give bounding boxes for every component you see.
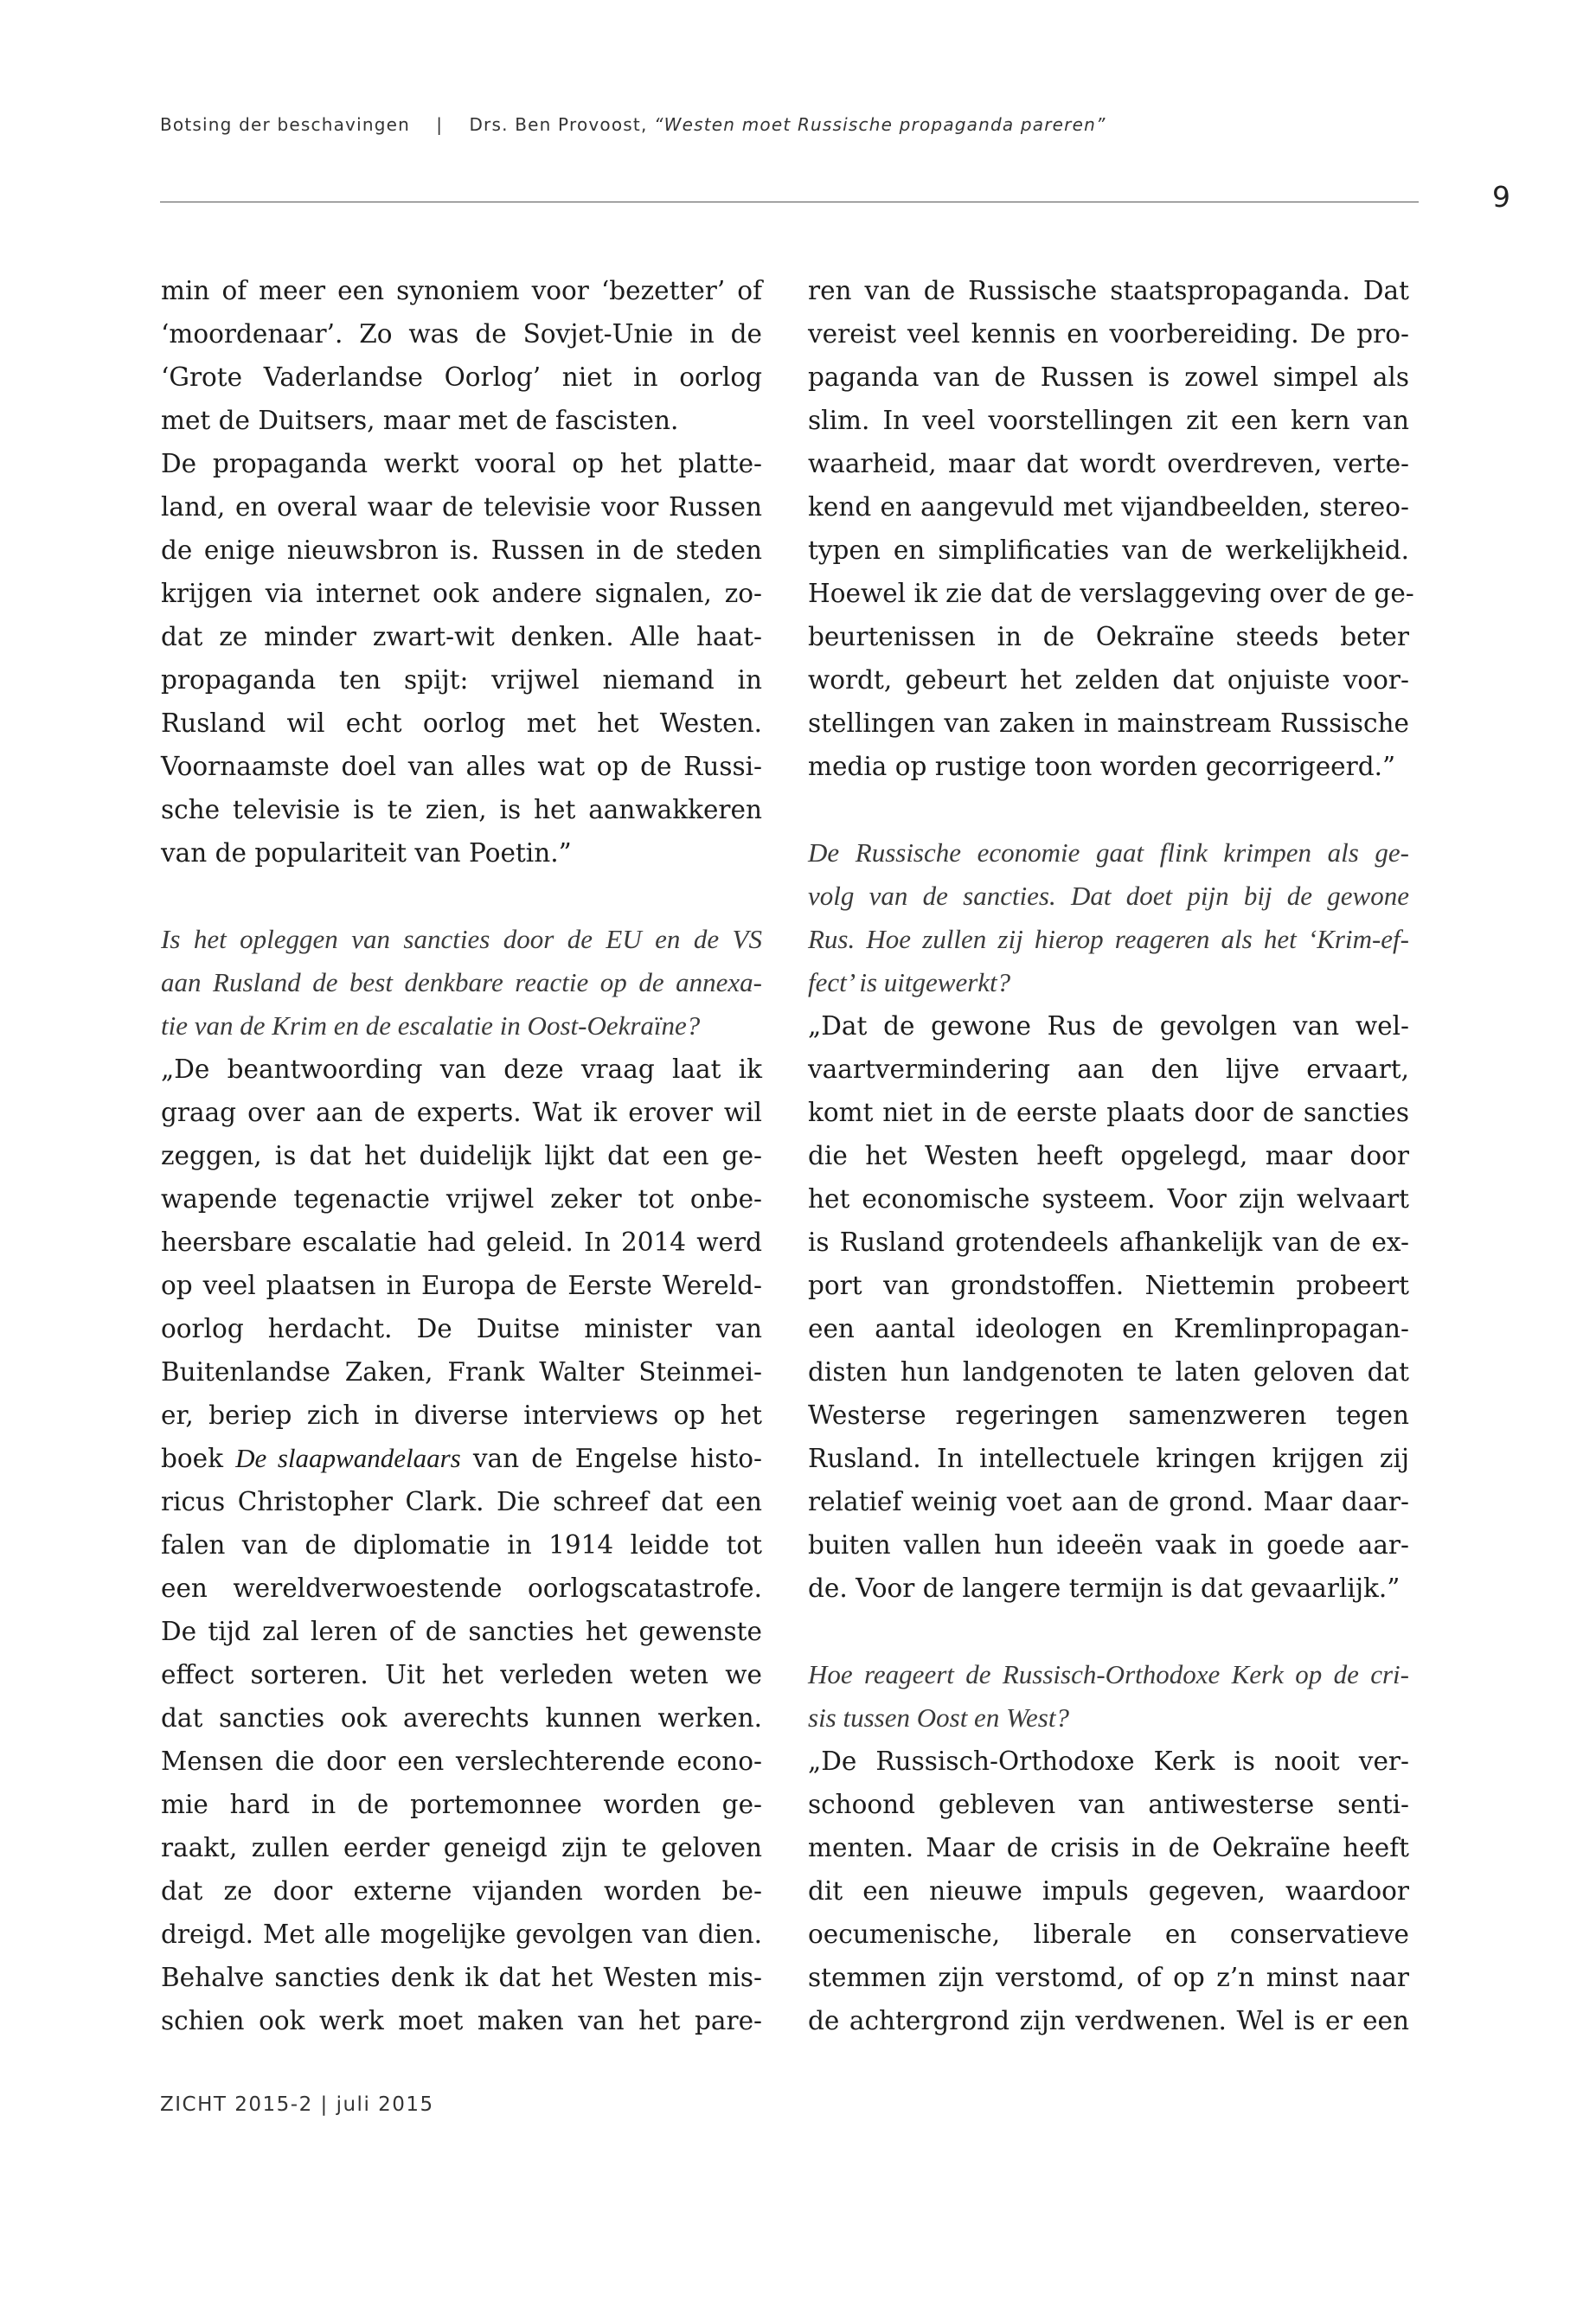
header-separator: |	[436, 114, 444, 135]
footer-journal: ZICHT 2015-2 | juli 2015	[160, 2093, 434, 2116]
body-text-line: van de populariteit van Poetin.”	[161, 838, 572, 868]
body-text-line: oorlog herdacht. De Duitse minister van	[161, 1314, 762, 1343]
body-text-line: Mensen die door een verslechterende econo-	[161, 1747, 762, 1776]
body-text-line: vaartvermindering aan den lijve ervaart,	[808, 1054, 1409, 1084]
body-text-line: krijgen via internet ook andere signalen, zo-	[161, 579, 762, 608]
body-text-line: Buitenlandse Zaken, Frank Walter Steinmei-	[161, 1357, 762, 1387]
body-text-line: is Rusland grotendeels afhankelijk van de ex-	[808, 1227, 1409, 1257]
body-text-line: de enige nieuwsbron is. Russen in de steden	[161, 535, 762, 565]
body-text-line: port van grondstoffen. Niettemin probeert	[808, 1271, 1409, 1300]
body-text-line: stemmen zijn verstomd, of op z’n minst naar	[808, 1963, 1409, 1992]
body-text-line: schien ook werk moet maken van het pare-	[161, 2006, 762, 2035]
body-text-line: falen van de diplomatie in 1914 leidde tot	[161, 1530, 762, 1560]
body-text-line: buiten vallen hun ideeën vaak in goede aar-	[808, 1530, 1409, 1560]
body-text-line: een wereldverwoestende oorlogscatastrofe.	[161, 1574, 762, 1603]
body-text-line: land, en overal waar de televisie voor Russen	[161, 492, 762, 522]
body-text-line: Hoewel ik zie dat de verslaggeving over de ge-	[808, 579, 1414, 608]
header-author: Drs. Ben Provoost,	[469, 114, 648, 135]
body-text-line: vereist veel kennis en voorbereiding. De pro-	[808, 319, 1409, 349]
body-text-line: disten hun landgenoten te laten geloven dat	[808, 1357, 1409, 1387]
interview-question-line: Hoe reageert de Russisch-Orthodoxe Kerk op de cri-	[808, 1659, 1409, 1689]
body-text-line: dat ze minder zwart-wit denken. Alle haat-	[161, 622, 762, 651]
body-text-line: media op rustige toon worden gecorrigeerd.”	[808, 752, 1396, 781]
body-text-line: Rusland. In intellectuele kringen krijgen zij	[808, 1444, 1409, 1473]
body-text-line: ‘moordenaar’. Zo was de Sovjet-Unie in de	[161, 319, 762, 349]
body-text-line: De propaganda werkt vooral op het platte-	[161, 449, 762, 478]
body-text-line: komt niet in de eerste plaats door de sancties	[808, 1098, 1409, 1127]
body-text-line: effect sorteren. Uit het verleden weten we	[161, 1660, 762, 1689]
interview-question-line: aan Rusland de best denkbare reactie op de annexa-	[161, 967, 762, 997]
body-text-line: „De Russisch-Orthodoxe Kerk is nooit ver-	[808, 1747, 1409, 1776]
body-text-line: min of meer een synoniem voor ‘bezetter’ of	[161, 276, 762, 305]
body-text-line: heersbare escalatie had geleid. In 2014 werd	[161, 1227, 762, 1257]
interview-question-line: Is het opleggen van sancties door de EU en de VS	[161, 924, 762, 954]
body-text-line: Westerse regeringen samenzweren tegen	[808, 1400, 1409, 1430]
paragraph-gap	[808, 788, 1409, 831]
body-text-line: oecumenische, liberale en conservatieve	[808, 1920, 1409, 1949]
body-text-line: ‘Grote Vaderlandse Oorlog’ niet in oorlog	[161, 362, 762, 392]
running-header	[160, 114, 1106, 135]
body-text-line: die het Westen heeft opgelegd, maar door	[808, 1141, 1409, 1170]
page-number: 9	[1492, 180, 1510, 214]
body-text-line: mie hard in de portemonnee worden ge-	[161, 1790, 762, 1819]
right-column	[808, 269, 1414, 2042]
body-text-line: dat ze door externe vijanden worden be-	[161, 1876, 762, 1906]
body-text-line: boek De slaapwandelaars van de Engelse histo-	[161, 1443, 763, 1473]
body-text-line: beurtenissen in de Oekraïne steeds beter	[808, 622, 1409, 651]
body-text-line: de achtergrond zijn verdwenen. Wel is er een	[808, 2006, 1409, 2035]
left-column	[161, 269, 762, 2042]
body-text-line: ricus Christopher Clark. Die schreef dat een	[161, 1487, 762, 1516]
body-text-line: het economische systeem. Voor zijn welvaart	[808, 1184, 1409, 1214]
interview-question-line: sis tussen Oost en West?	[808, 1702, 1069, 1733]
body-text-line: kend en aangevuld met vijandbeelden, stereo-	[808, 492, 1409, 522]
body-text-line: relatief weinig voet aan de grond. Maar daar-	[808, 1487, 1409, 1516]
body-text-line: ren van de Russische staatspropaganda. Dat	[808, 276, 1409, 305]
body-text-line: wapende tegenactie vrijwel zeker tot onbe-	[161, 1184, 762, 1214]
body-text-line: menten. Maar de crisis in de Oekraïne heeft	[808, 1833, 1409, 1862]
body-text-line: raakt, zullen eerder geneigd zijn te geloven	[161, 1833, 762, 1862]
body-text-line: op veel plaatsen in Europa de Eerste Wereld-	[161, 1271, 762, 1300]
body-text-line: dreigd. Met alle mogelijke gevolgen van dien.	[161, 1920, 762, 1949]
body-text-line: propaganda ten spijt: vrijwel niemand in	[161, 665, 762, 695]
paragraph-gap	[808, 1610, 1409, 1653]
body-text-line: wordt, gebeurt het zelden dat onjuiste voor-	[808, 665, 1409, 695]
interview-question-line: volg van de sancties. Dat doet pijn bij de gewone	[808, 881, 1409, 911]
interview-question-line: Rus. Hoe zullen zij hierop reageren als het ‘Krim-ef-	[808, 924, 1409, 954]
body-text-line: Rusland wil echt oorlog met het Westen.	[161, 708, 762, 738]
body-text-line: paganda van de Russen is zowel simpel als	[808, 362, 1409, 392]
paragraph-gap	[161, 875, 762, 918]
body-text-line: „Dat de gewone Rus de gevolgen van wel-	[808, 1011, 1409, 1041]
interview-question-line: tie van de Krim en de escalatie in Oost-Oekraïne?	[161, 1010, 701, 1041]
body-text-line: sche televisie is te zien, is het aanwakkeren	[161, 795, 762, 824]
body-text-line: met de Duitsers, maar met de fascisten.	[161, 406, 679, 435]
body-text-line: Voornaamste doel van alles wat op de Russi-	[161, 752, 762, 781]
header-article-title: “Westen moet Russische propaganda pareren”	[654, 114, 1106, 135]
body-text-line: stellingen van zaken in mainstream Russische	[808, 708, 1409, 738]
header-section: Botsing der beschavingen	[160, 114, 410, 135]
book-title-italic: De slaapwandelaars	[235, 1443, 461, 1473]
body-text-line: dat sancties ook averechts kunnen werken.	[161, 1703, 762, 1733]
body-text-line: De tijd zal leren of de sancties het gewenste	[161, 1617, 762, 1646]
body-text-line: Behalve sancties denk ik dat het Westen mis-	[161, 1963, 762, 1992]
body-text-line: de. Voor de langere termijn is dat gevaarlijk.”	[808, 1574, 1401, 1603]
body-text-line: „De beantwoording van deze vraag laat ik	[161, 1054, 762, 1084]
body-text-line: er, beriep zich in diverse interviews op het	[161, 1400, 762, 1430]
interview-question-line: De Russische economie gaat flink krimpen als ge-	[808, 837, 1409, 868]
body-text-line: schoond gebleven van antiwesterse senti-	[808, 1790, 1409, 1819]
body-text-line: graag over aan de experts. Wat ik erover wil	[161, 1098, 762, 1127]
body-text-line: dit een nieuwe impuls gegeven, waardoor	[808, 1876, 1409, 1906]
body-text-line: slim. In veel voorstellingen zit een kern van	[808, 406, 1409, 435]
interview-question-line: fect’ is uitgewerkt?	[808, 967, 1011, 997]
body-text-line: een aantal ideologen en Kremlinpropagan-	[808, 1314, 1409, 1343]
body-text-line: zeggen, is dat het duidelijk lijkt dat een ge-	[161, 1141, 762, 1170]
body-text-line: waarheid, maar dat wordt overdreven, verte-	[808, 449, 1409, 478]
body-text-line: typen en simplificaties van de werkelijkheid.	[808, 535, 1409, 565]
